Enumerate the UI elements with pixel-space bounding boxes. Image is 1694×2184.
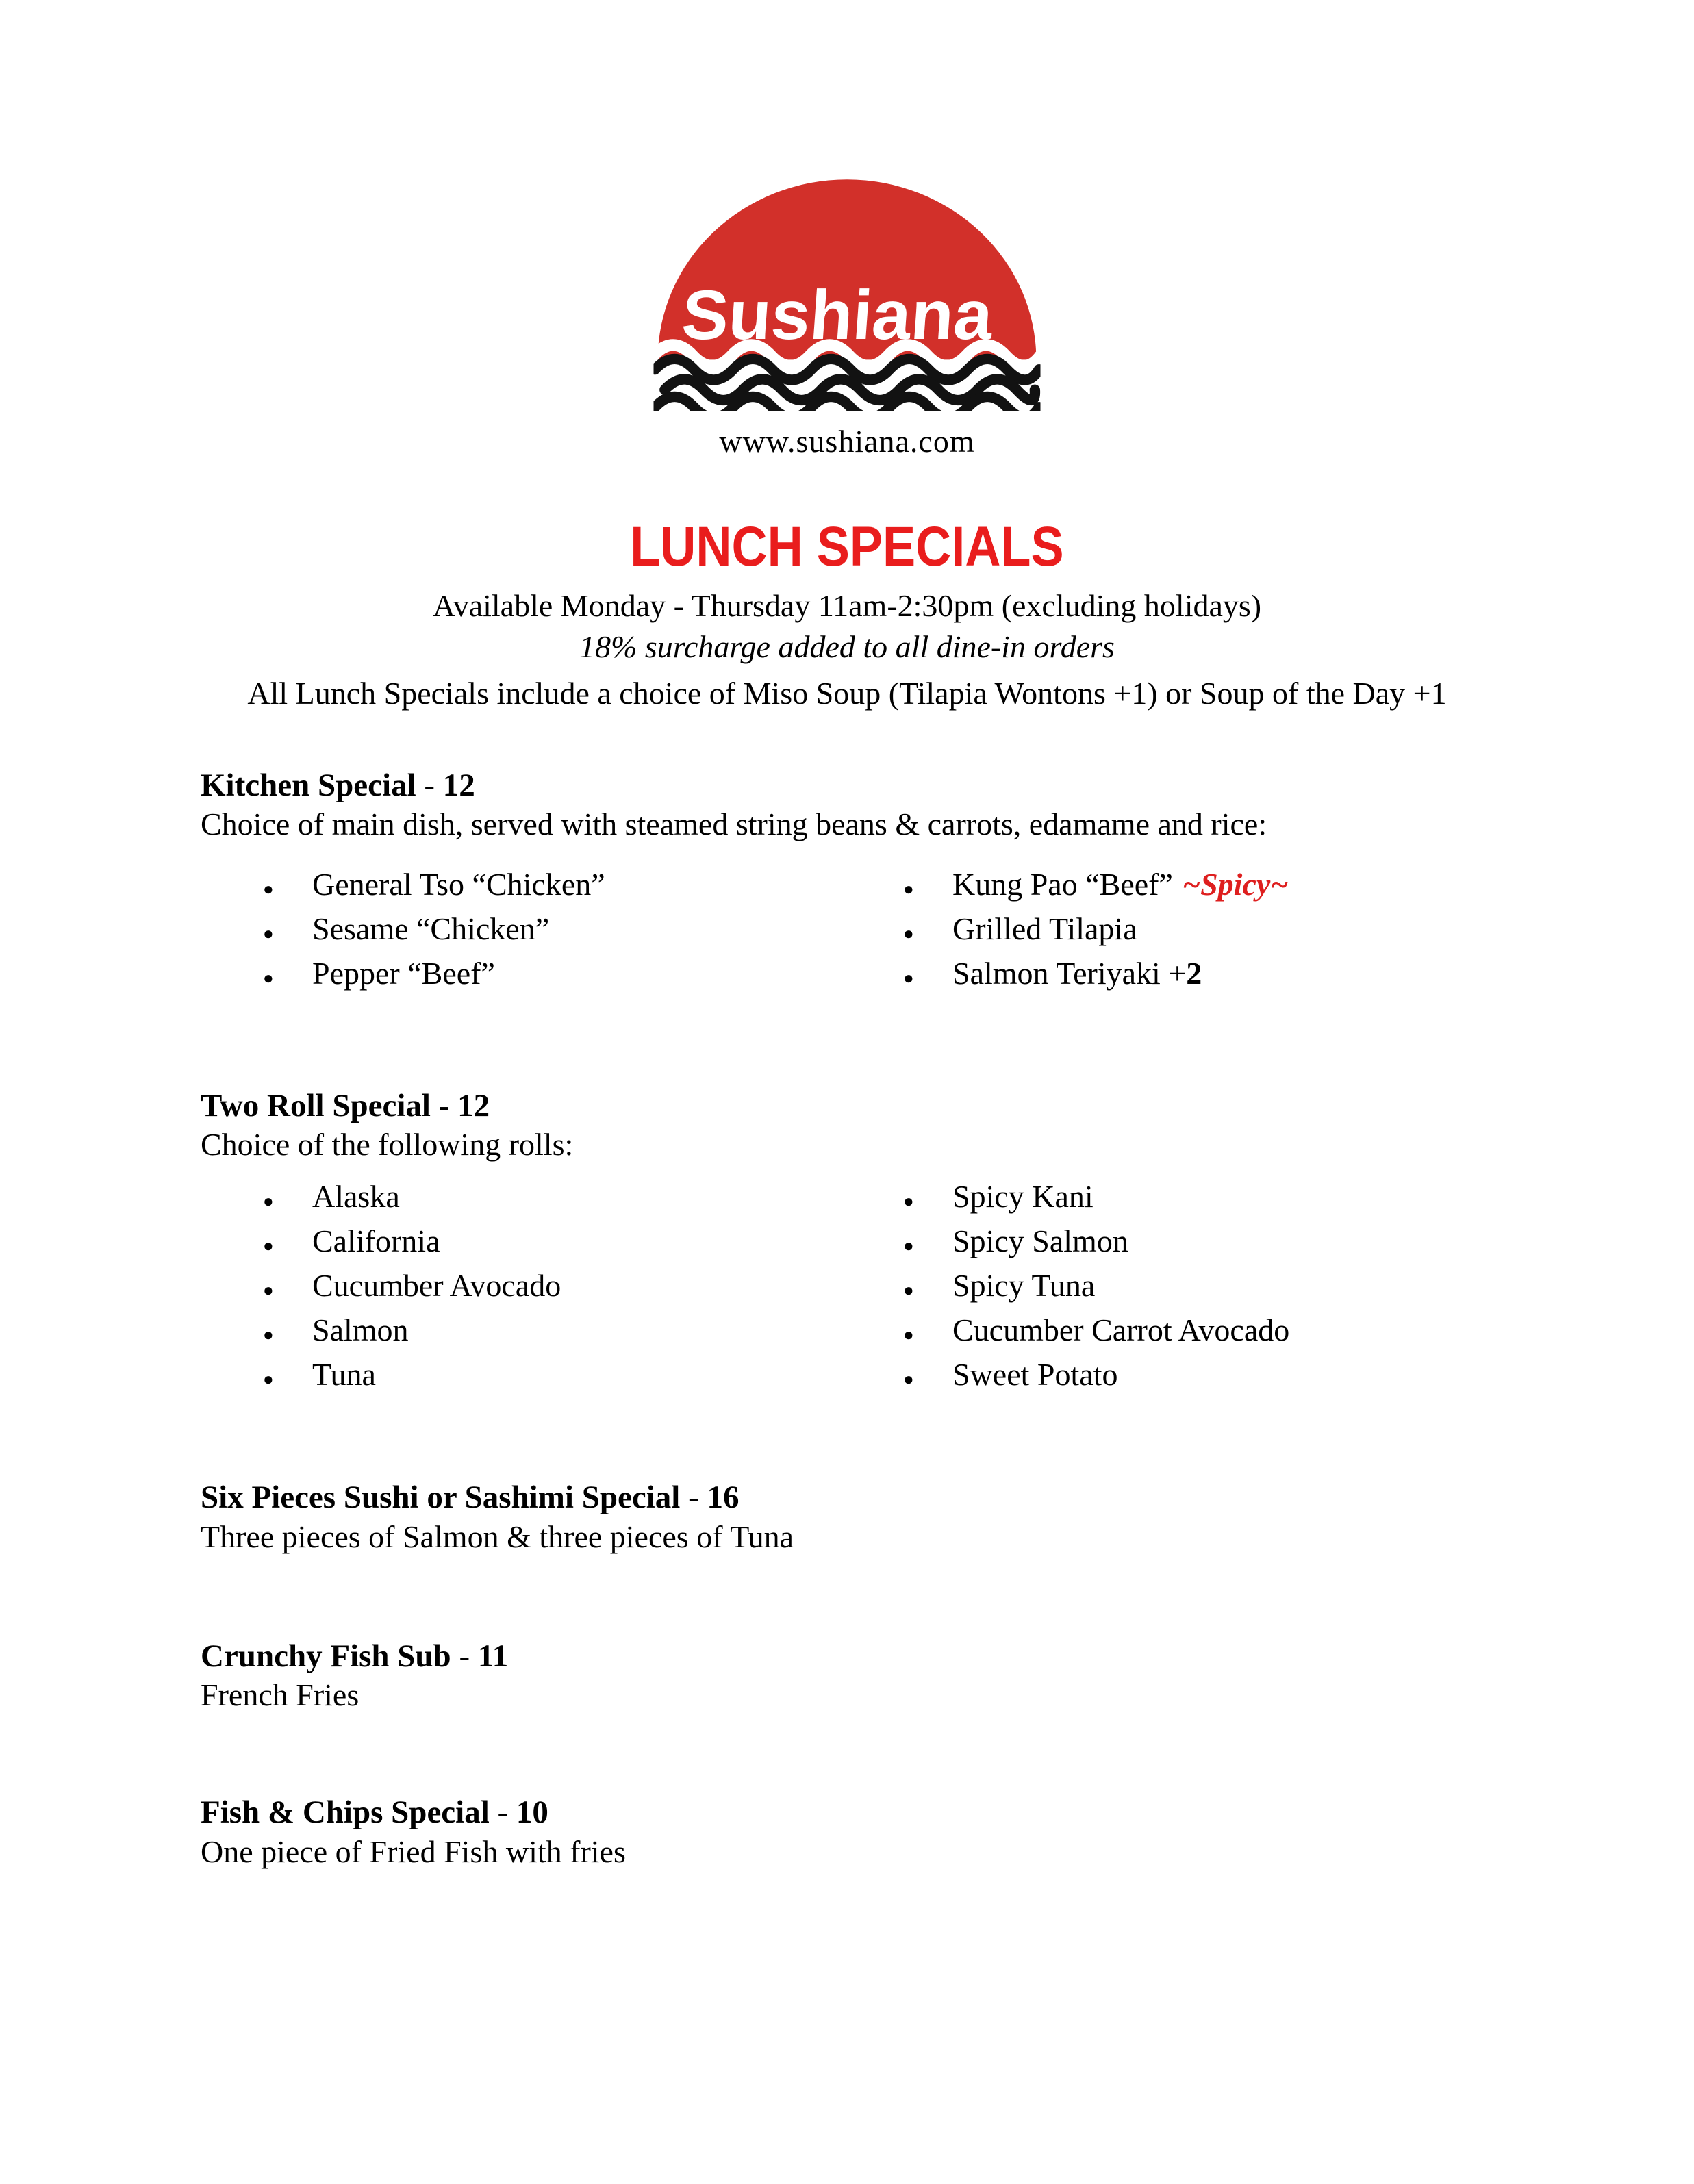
bullet-icon: ●	[903, 1280, 914, 1300]
bullet-icon: ●	[903, 1369, 914, 1389]
item-label: California	[312, 1223, 440, 1258]
list-item	[903, 1310, 1289, 1355]
item-label: Tuna	[312, 1357, 376, 1392]
bullet-icon: ●	[263, 1191, 274, 1211]
sushiana-logo-image	[654, 177, 1041, 411]
item-label: Cucumber Avocado	[312, 1268, 561, 1303]
two-roll-list-right	[903, 1177, 1289, 1399]
kitchen-special-list-right	[903, 865, 1289, 998]
list-item	[263, 1177, 561, 1221]
item-label: Spicy Salmon	[952, 1223, 1128, 1258]
bullet-icon: ●	[903, 1191, 914, 1211]
section-description-kitchen-special: Choice of main dish, served with steamed string beans & carrots, edamame and rice:	[201, 807, 1267, 841]
list-item	[903, 954, 1289, 998]
section-description-six-pieces: Three pieces of Salmon & three pieces of Tuna	[201, 1519, 794, 1554]
section-heading-crunchy-fish-sub: Crunchy Fish Sub - 11	[201, 1638, 509, 1674]
bullet-icon: ●	[263, 924, 274, 943]
item-label: General Tso “Chicken”	[312, 867, 605, 902]
list-item	[263, 954, 605, 998]
list-item	[263, 909, 605, 954]
price-upcharge: 2	[1186, 956, 1202, 991]
bullet-icon: ●	[903, 1325, 914, 1345]
bullet-icon: ●	[903, 879, 914, 899]
surcharge-note: 18% surcharge added to all dine-in orders	[579, 629, 1115, 664]
item-label: Grilled Tilapia	[952, 911, 1137, 946]
bullet-icon: ●	[903, 924, 914, 943]
bullet-icon: ●	[903, 968, 914, 988]
website-url: www.sushiana.com	[719, 424, 975, 459]
list-item	[263, 1310, 561, 1355]
list-item	[263, 1221, 561, 1266]
item-label: Salmon Teriyaki +	[952, 956, 1187, 991]
item-label: Kung Pao “Beef”	[952, 867, 1173, 902]
bullet-icon: ●	[263, 1369, 274, 1389]
list-item	[263, 865, 605, 909]
list-item	[903, 1355, 1289, 1399]
section-heading-two-roll-special: Two Roll Special - 12	[201, 1088, 490, 1123]
bullet-icon: ●	[903, 1236, 914, 1256]
bullet-icon: ●	[263, 1236, 274, 1256]
spicy-tag: ~Spicy~	[1182, 867, 1289, 902]
list-item	[903, 1177, 1289, 1221]
item-label: Spicy Kani	[952, 1179, 1093, 1214]
bullet-icon: ●	[263, 1325, 274, 1345]
item-label: Sesame “Chicken”	[312, 911, 550, 946]
list-item	[903, 1221, 1289, 1266]
item-label: Pepper “Beef”	[312, 956, 495, 991]
page-title: LUNCH SPECIALS	[630, 516, 1064, 578]
section-heading-kitchen-special: Kitchen Special - 12	[201, 767, 475, 803]
section-heading-six-pieces: Six Pieces Sushi or Sashimi Special - 16	[201, 1480, 739, 1515]
section-description-fish-and-chips: One piece of Fried Fish with fries	[201, 1834, 626, 1869]
item-label: Cucumber Carrot Avocado	[952, 1312, 1290, 1347]
list-item	[903, 1266, 1289, 1310]
kitchen-special-list-left	[263, 865, 605, 998]
restaurant-logo	[654, 177, 1041, 414]
list-item	[263, 1266, 561, 1310]
section-heading-fish-and-chips: Fish & Chips Special - 10	[201, 1794, 548, 1830]
bullet-icon: ●	[263, 968, 274, 988]
availability-note: Available Monday - Thursday 11am-2:30pm (excluding holidays)	[432, 588, 1262, 623]
bullet-icon: ●	[263, 879, 274, 899]
list-item	[263, 1355, 561, 1399]
section-description-crunchy-fish-sub: French Fries	[201, 1677, 359, 1712]
bullet-icon: ●	[263, 1280, 274, 1300]
list-item	[903, 909, 1289, 954]
soup-note: All Lunch Specials include a choice of Miso Soup (Tilapia Wontons +1) or Soup of the Day +1	[247, 676, 1447, 711]
list-item	[903, 865, 1289, 909]
section-description-two-roll-special: Choice of the following rolls:	[201, 1127, 574, 1162]
item-label: Alaska	[312, 1179, 400, 1214]
item-label: Spicy Tuna	[952, 1268, 1096, 1303]
item-label: Salmon	[312, 1312, 409, 1347]
item-label: Sweet Potato	[952, 1357, 1118, 1392]
logo-brand-text: Sushiana	[679, 275, 996, 354]
two-roll-list-left	[263, 1177, 561, 1399]
